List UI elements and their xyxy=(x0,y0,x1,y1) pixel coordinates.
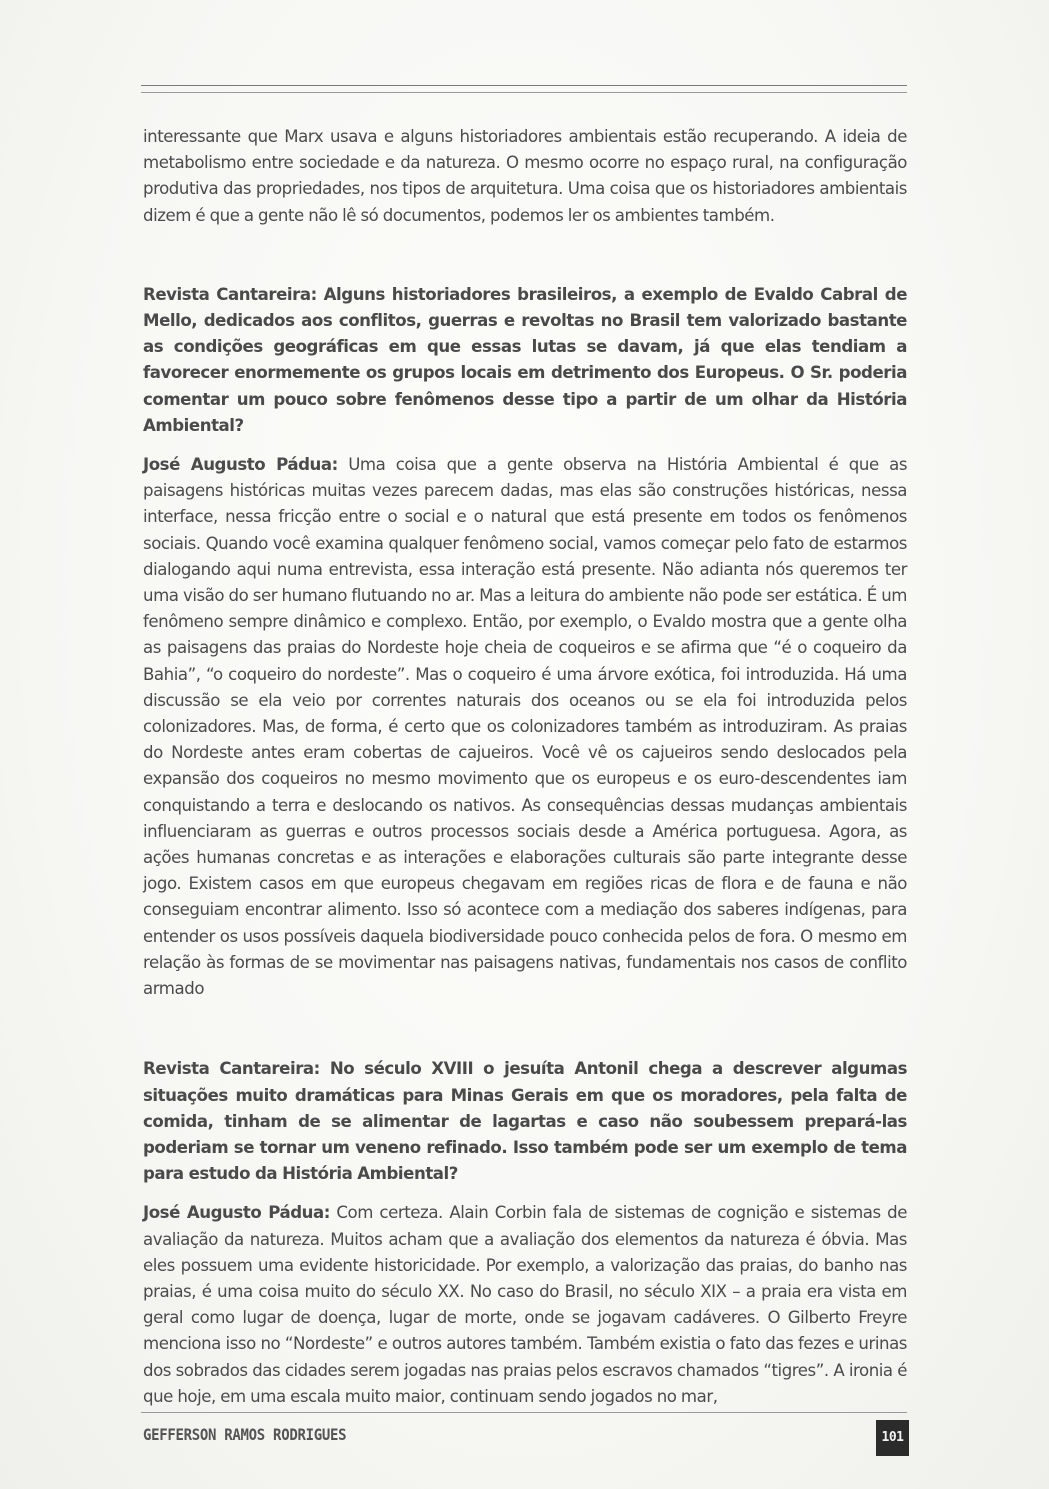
spacer xyxy=(143,1002,907,1056)
answer-2 xyxy=(143,1200,907,1410)
question-1: Revista Cantareira: Alguns historiadores brasileiros, a exemplo de Evaldo Cabral de Mello, dedicados aos conflitos, guerras e revoltas no Brasil tem valorizado bastante as condições geográficas em que essas lutas se davam, já que elas tendiam a favorecer enormemente os grupos locais em detrimento dos Europeus. O Sr. poderia comentar um pouco sobre fenômenos desse tipo a partir de um olhar da História Ambiental? xyxy=(143,284,907,435)
answer-1 xyxy=(143,452,907,1002)
footer-rule xyxy=(141,1412,907,1413)
answer-1-text: Uma coisa que a gente observa na História Ambiental é que as paisagens históricas muitas vezes parecem dadas, mas elas são construções históricas, nessa interface, nessa fricção entre o social e o natural que está presente em todos os fenômenos sociais. Quando você examina qualquer fenômeno social, vamos começar pelo fato de estarmos dialogando aqui numa entrevista, essa interação está presente. Não adianta nós queremos ter uma visão do ser humano flutuando no ar. Mas a leitura do ambiente não pode ser estática. É um fenômeno sempre dinâmico e complexo. Então, por exemplo, o Evaldo mostra que a gente olha as paisagens das praias do Nordeste hoje cheia de coqueiros e se afirma que “é o coqueiro da Bahia”, “o coqueiro do nordeste”. Mas o coqueiro é uma árvore exótica, foi introduzida. Há uma discussão se ela veio por correntes naturais dos oceanos ou se ela foi introduzida pelos colonizadores. Mas, de forma, é certo que os colonizadores também as introduziram. As praias do Nordeste antes eram cobertas de cajueiros. Você vê os cajueiros sendo deslocados pela expansão dos coqueiros no mesmo movimento que os europeus e os euro-descendentes iam conquistando a terra e deslocando os nativos. As consequências dessas mudanças ambientais influenciaram as guerras e outros processos sociais desde a América portuguesa. Agora, as ações humanas concretas e as interações e elaborações culturais são parte integrante desse jogo. Existem casos em que europeus chegavam em regiões ricas de flora e de fauna e não conseguiam encontrar alimento. Isso só acontece com a mediação dos saberes indígenas, para entender os usos possíveis daquela biodiversidade pouco conhecida pelos de fora. O mesmo em relação às formas de se movimentar nas paisagens nativas, fundamentais nos casos de conflito armado xyxy=(143,455,908,999)
question-2: Revista Cantareira: No século XVIII o jesuíta Antonil chega a descrever algumas situações muito dramáticas para Minas Gerais em que os moradores, pela falta de comida, tinham de se alimentar de lagartas e caso não soubessem prepará-las poderiam se tornar um veneno refinado. Isso também pode ser um exemplo de tema para estudo da História Ambiental? xyxy=(143,1059,907,1184)
spacer xyxy=(143,229,907,282)
answer-2-text: Com certeza. Alain Corbin fala de sistemas de cognição e sistemas de avaliação da natureza. Muitos acham que a avaliação dos elementos da natureza é óbvia. Mas eles possuem uma evidente historicidade. Por exemplo, a valorização das praias, do banho nas praias, é uma coisa muito do século XX. No caso do Brasil, no século XIX – a praia era vista em geral como lugar de doença, lugar de morte, onde se jogavam cadáveres. O Gilberto Freyre menciona isso no “Nordeste” e outros autores também. Também existia o fato das fezes e urinas dos sobrados das cidades serem jogadas nas praias pelos escravos chamados “tigres”. A ironia é que hoje, em uma escala muito maior, continuam sendo jogados no mar, xyxy=(143,1203,907,1406)
spacer xyxy=(143,1187,907,1200)
spacer xyxy=(143,439,907,452)
header-double-rule xyxy=(141,85,907,93)
intro-paragraph: interessante que Marx usava e alguns historiadores ambientais estão recuperando. A ideia de metabolismo entre sociedade e da natureza. O mesmo ocorre no espaço rural, na configuração produtiva das propriedades, nos tipos de arquitetura. Uma coisa que os historiadores ambientais dizem é que a gente não lê só documentos, podemos ler os ambientes também. xyxy=(143,127,907,225)
answer-2-speaker: José Augusto Pádua: xyxy=(143,1203,330,1223)
answer-1-speaker: José Augusto Pádua: xyxy=(143,455,338,475)
footer-author: GEFFERSON RAMOS RODRIGUES xyxy=(143,1426,347,1445)
article-body xyxy=(143,124,907,1410)
page-number: 101 xyxy=(876,1420,909,1456)
